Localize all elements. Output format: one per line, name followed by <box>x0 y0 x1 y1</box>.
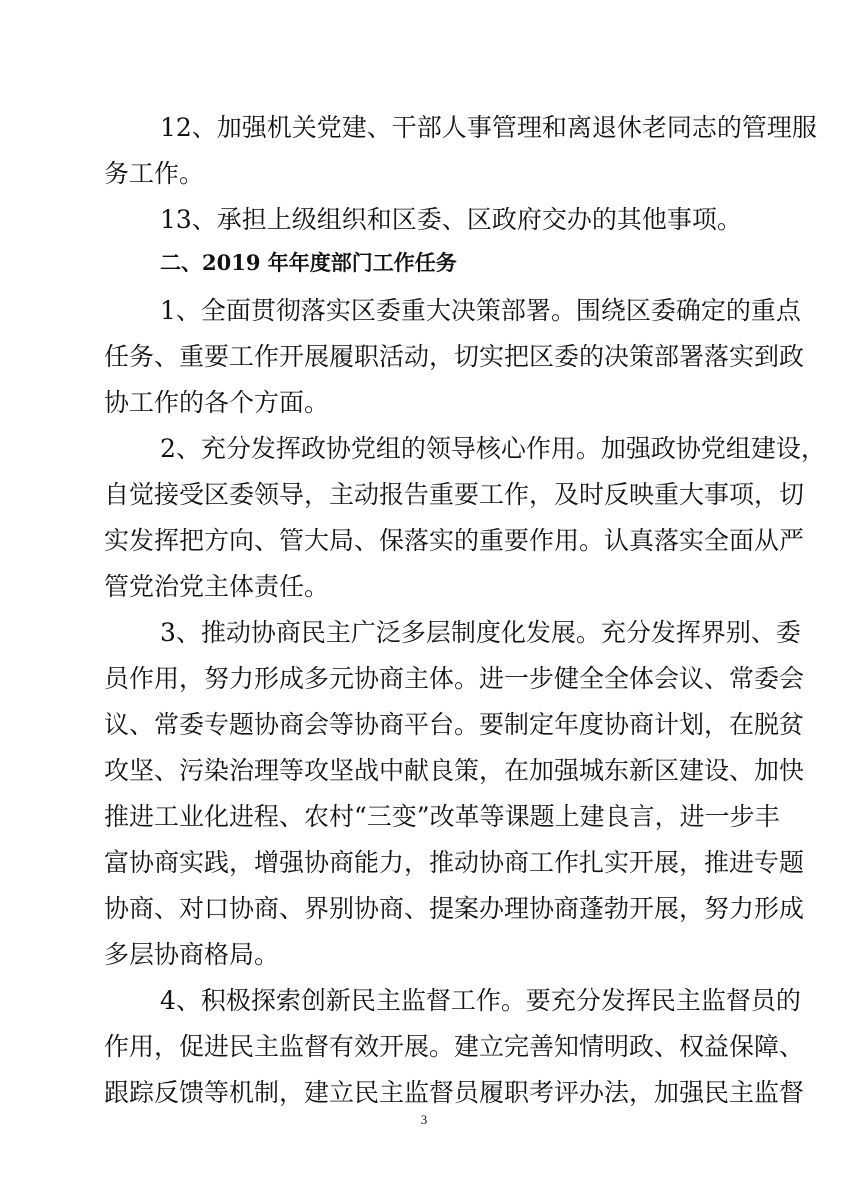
task-4-line-2: 作用，促进民主监督有效开展。建立完善知情明政、权益保障、 <box>104 1032 805 1061</box>
task-1-line-1: 1、全面贯彻落实区委重大决策部署。围绕区委确定的重点 <box>160 296 801 325</box>
task-2-line-4: 管党治党主体责任。 <box>104 572 330 601</box>
task-3-line-2: 员作用，努力形成多元协商主体。进一步健全全体会议、常委会 <box>104 664 805 693</box>
task-3-line-4: 攻坚、污染治理等攻坚战中献良策，在加强城东新区建设、加快 <box>104 756 805 785</box>
paragraph-13-line-1: 13、承担上级组织和区委、区政府交办的其他事项。 <box>160 205 742 234</box>
section-heading: 二、2019 年年度部门工作任务 <box>160 250 457 275</box>
task-2-line-1: 2、充分发挥政协党组的领导核心作用。加强政协党组建设， <box>160 434 826 463</box>
paragraph-12-line-2: 务工作。 <box>104 159 205 188</box>
task-1-line-2: 任务、重要工作开展履职活动，切实把区委的决策部署落实到政 <box>104 342 805 371</box>
page-number: 3 <box>420 1112 428 1127</box>
task-3-line-8: 多层协商格局。 <box>104 940 280 969</box>
task-3-line-1: 3、推动协商民主广泛多层制度化发展。充分发挥界别、委 <box>160 618 801 647</box>
task-2-line-2: 自觉接受区委领导，主动报告重要工作，及时反映重大事项，切 <box>104 480 805 509</box>
task-1-line-3: 协工作的各个方面。 <box>104 388 330 417</box>
paragraph-12-line-1: 12、加强机关党建、干部人事管理和离退休老同志的管理服 <box>160 113 817 142</box>
task-2-line-3: 实发挥把方向、管大局、保落实的重要作用。认真落实全面从严 <box>104 526 805 555</box>
task-4-line-3: 跟踪反馈等机制，建立民主监督员履职考评办法，加强民主监督 <box>104 1078 805 1107</box>
task-3-line-3: 议、常委专题协商会等协商平台。要制定年度协商计划，在脱贫 <box>104 710 805 739</box>
task-3-line-6: 富协商实践，增强协商能力，推动协商工作扎实开展，推进专题 <box>104 848 805 877</box>
task-3-line-5: 推进工业化进程、农村“三变”改革等课题上建良言，进一步丰 <box>104 802 780 831</box>
task-3-line-7: 协商、对口协商、界别协商、提案办理协商蓬勃开展，努力形成 <box>104 894 805 923</box>
task-4-line-1: 4、积极探索创新民主监督工作。要充分发挥民主监督员的 <box>160 986 801 1015</box>
